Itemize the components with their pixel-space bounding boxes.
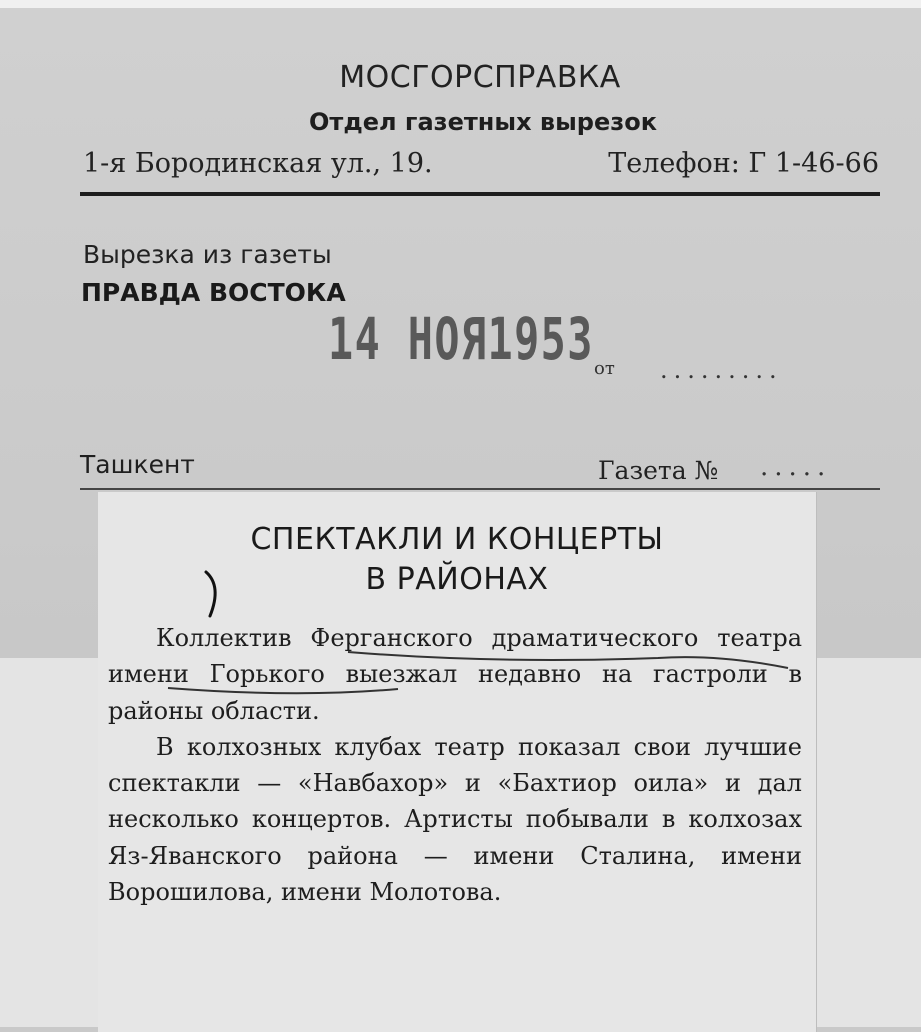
clipping-source-label: Вырезка из газеты	[83, 240, 332, 269]
address: 1-я Бородинская ул., 19.	[83, 148, 433, 179]
phone-number: Телефон: Г 1-46-66	[608, 148, 879, 179]
article-paragraph-1: Коллектив Ферганского драматического театра имени Горького выезжал недавно на гастроли в районы области.	[108, 624, 802, 725]
newspaper-name: ПРАВДА ВОСТОКА	[81, 278, 346, 307]
city-name: Ташкент	[80, 450, 195, 479]
headline-line-1: СПЕКТАКЛИ И КОНЦЕРТЫ	[250, 522, 664, 557]
headline-line-2: В РАЙОНАХ	[365, 562, 549, 597]
article-paragraph-2: В колхозных клубах театр показал свои лучшие спектакли — «Навбахор» и «Бахтиор оила» и дал несколько концертов. Артисты побывали в колхозах Яз-Яванского района — имени Сталина, имени Ворошилова, имени Молотова.	[108, 732, 802, 907]
article-headline	[98, 520, 816, 600]
form-divider	[80, 488, 880, 490]
article-body	[108, 620, 802, 910]
date-stamp: 14 НОЯ1953	[328, 305, 594, 373]
newspaper-clipping	[98, 492, 816, 1032]
date-from-label: от	[594, 358, 615, 379]
issue-number-label: Газета №	[598, 456, 719, 485]
header-divider	[80, 192, 880, 196]
date-blank: .........	[660, 356, 783, 384]
organization-name: МОСГОРСПРАВКА	[339, 60, 621, 95]
issue-number-blank: .....	[760, 452, 832, 482]
department-name: Отдел газетных вырезок	[309, 108, 657, 136]
